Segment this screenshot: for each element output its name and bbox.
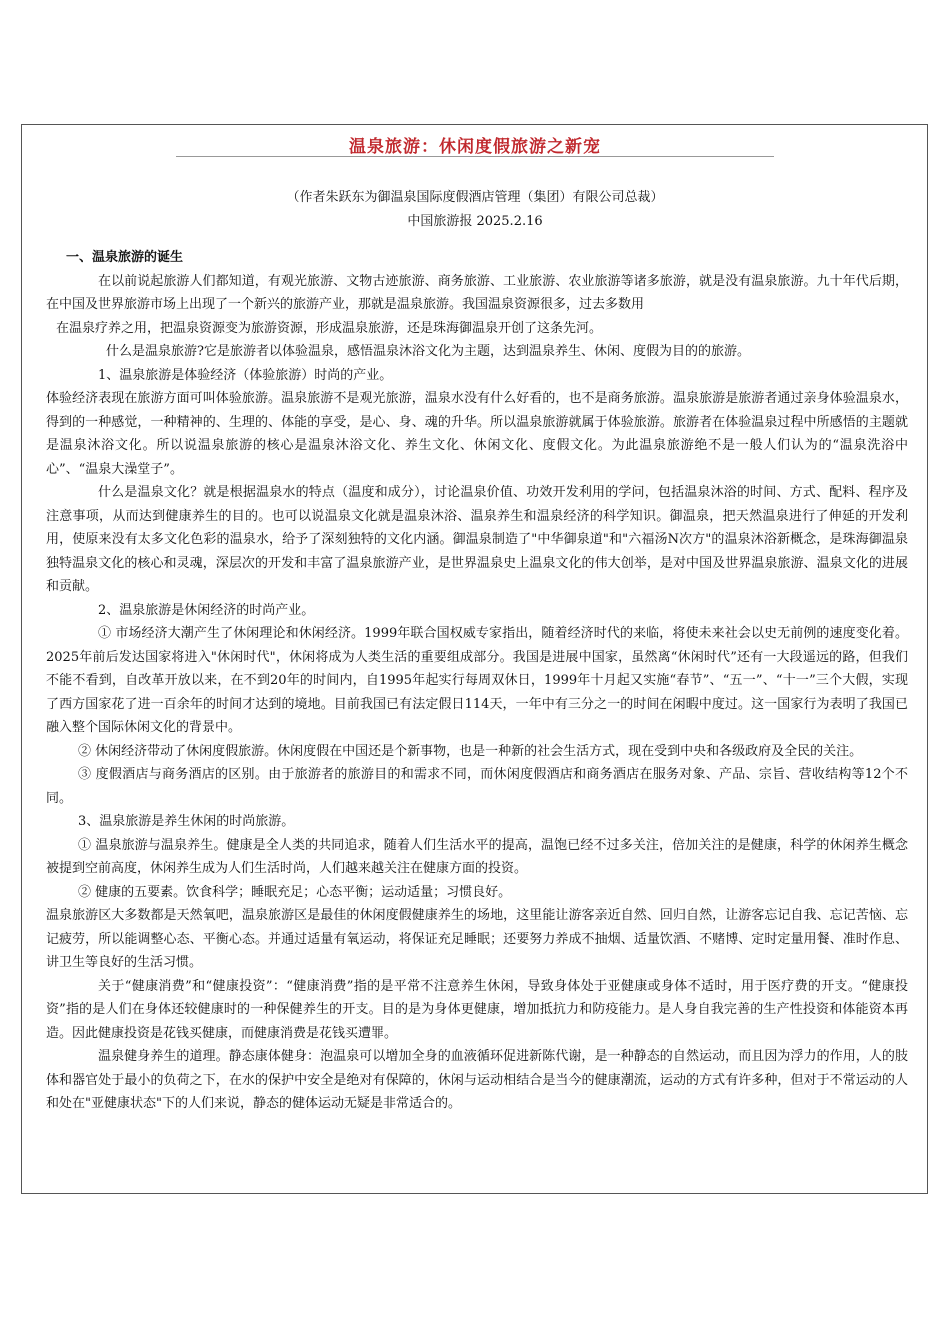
- title-divider: [176, 156, 774, 157]
- paragraph: 温泉健身养生的道理。静态康体健身：泡温泉可以增加全身的血液循环促进新陈代谢，是一种静态的自然运动，而且因为浮力的作用，人的肢体和器官处于最小的负荷之下，在水的保护中安全是绝对有保障的，休闲与运动相结合是当今的健康潮流，运动的方式有许多种，但对于不常运动的人和处在"亚健康状态"下的人们来说，静态的健体运动无疑是非常适合的。: [46, 1049, 908, 1111]
- subsection-heading: 2、温泉旅游是休闲经济的时尚产业。: [98, 602, 315, 618]
- paragraph: ① 市场经济大潮产生了休闲理论和休闲经济。1999年联合国权威专家指出，随着经济时代的来临，将使未来社会以史无前例的速度变化着。2025年前后发达国家将进入"休闲时代"，休闲将成为人类生活的重要组成部分。我国是进展中国家，虽然离“休闲时代”还有一大段遥远的路，但我们不能不看到，自改革开放以来，在不到20年的时间内，自1995年起实行每周双休日，1999年十月起又实施“春节”、“五一”、“十一”三个大假，实现了西方国家花了进一百余年的时间才达到的境地。目前我国已有法定假日114天，一年中有三分之一的时间在闲暇中度过。这一国家行为表明了我国已融入整个国际休闲文化的背景中。: [46, 626, 908, 735]
- subsection-heading: 1、温泉旅游是体验经济（体验旅游）时尚的产业。: [98, 367, 393, 383]
- paragraph: 关于“健康消费”和“健康投资”：“健康消费”指的是平常不注意养生休闲，导致身体处于亚健康或身体不适时，用于医疗费的开支。“健康投资”指的是人们在身体还较健康时的一种保健养生的开支。目的是为身体更健康，增加抵抗力和防疫能力。是人身自我完善的生产性投资和体能资本再造。因此健康投资是花钱买健康，而健康消费是花钱买遭罪。: [46, 978, 908, 1041]
- paragraph: ② 休闲经济带动了休闲度假旅游。休闲度假在中国还是个新事物，也是一种新的社会生活方式，现在受到中央和各级政府及全民的关注。: [78, 743, 863, 759]
- author-byline: （作者朱跃东为御温泉国际度假酒店管理（集团）有限公司总裁）: [286, 190, 664, 205]
- paragraph: 在以前说起旅游人们都知道，有观光旅游、文物古迹旅游、商务旅游、工业旅游、农业旅游等诸多旅游，就是没有温泉旅游。九十年代后期，在中国及世界旅游市场上出现了一个新兴的旅游产业，那就是温泉旅游。我国温泉资源很多，过去多数用: [46, 273, 908, 312]
- paragraph: ① 温泉旅游与温泉养生。健康是全人类的共同追求，随着人们生活水平的提高，温饱已经不过多关注，倍加关注的是健康，科学的休闲养生概念被提到空前高度，休闲养生成为人们生活时尚，人们越来越关注在健康方面的投资。: [46, 837, 908, 876]
- paragraph: 在温泉疗养之用，把温泉资源变为旅游资源，形成温泉旅游，还是珠海御温泉开创了这条先河。: [56, 320, 603, 336]
- paragraph: ③ 度假酒店与商务酒店的区别。由于旅游者的旅游目的和需求不同，而休闲度假酒店和商务酒店在服务对象、产品、宗旨、营收结构等12个不同。: [46, 767, 908, 806]
- paragraph: ② 健康的五要素。饮食科学；睡眠充足；心态平衡；运动适量；习惯良好。: [78, 884, 512, 900]
- paragraph: 体验经济表现在旅游方面可叫体验旅游。温泉旅游不是观光旅游，温泉水没有什么好看的，也不是商务旅游。温泉旅游是旅游者通过亲身体验温泉水，得到的一种感觉，一种精神的、生理的、体能的享受，是心、身、魂的升华。所以温泉旅游就属于体验旅游。旅游者在体验温泉过程中所感悟的主题就是温泉沐浴文化。所以说温泉旅游的核心是温泉沐浴文化、养生文化、休闲文化、度假文化。为此温泉旅游绝不是一般人们认为的“温泉洗浴中心”、“温泉大澡堂子”。: [46, 391, 908, 477]
- paragraph: 什么是温泉旅游?它是旅游者以体验温泉，感悟温泉沐浴文化为主题，达到温泉养生、休闲、度假为目的的旅游。: [106, 344, 750, 359]
- paragraph: 什么是温泉文化？就是根据温泉水的特点（温度和成分），讨论温泉价值、功效开发利用的学问，包括温泉沐浴的时间、方式、配料、程序及注意事项，从而达到健康养生的目的。也可以说温泉文化就是温泉沐浴、温泉养生和温泉经济的科学知识。御温泉，把天然温泉进行了伸延的开发利用，使原来没有太多文化色彩的温泉水，给予了深刻独特的文化内涵。御温泉制造了"中华御泉道"和"六福汤N次方"的温泉沐浴新概念，是珠海御温泉独特温泉文化的核心和灵魂，深层次的开发和丰富了温泉旅游产业，是世界温泉史上温泉文化的伟大创举，是对中国及世界温泉旅游、温泉文化的进展和贡献。: [46, 485, 908, 594]
- article-title: 温泉旅游：休闲度假旅游之新宠: [349, 137, 601, 157]
- subsection-heading: 3、温泉旅游是养生休闲的时尚旅游。: [78, 814, 295, 829]
- source-line: 中国旅游报 2025.2.16: [407, 214, 543, 229]
- section-heading: 一、温泉旅游的诞生: [66, 250, 184, 265]
- article-body: [46, 246, 908, 1116]
- paragraph: 温泉旅游区大多数都是天然氧吧，温泉旅游区是最佳的休闲度假健康养生的场地，这里能让游客亲近自然、回归自然，让游客忘记自我、忘记苦恼、忘记疲劳，所以能调整心态、平衡心态。并通过适量有氧运动，将保证充足睡眠；还要努力养成不抽烟、适量饮酒、不赌博、定时定量用餐、准时作息、讲卫生等良好的生活习惯。: [46, 908, 908, 970]
